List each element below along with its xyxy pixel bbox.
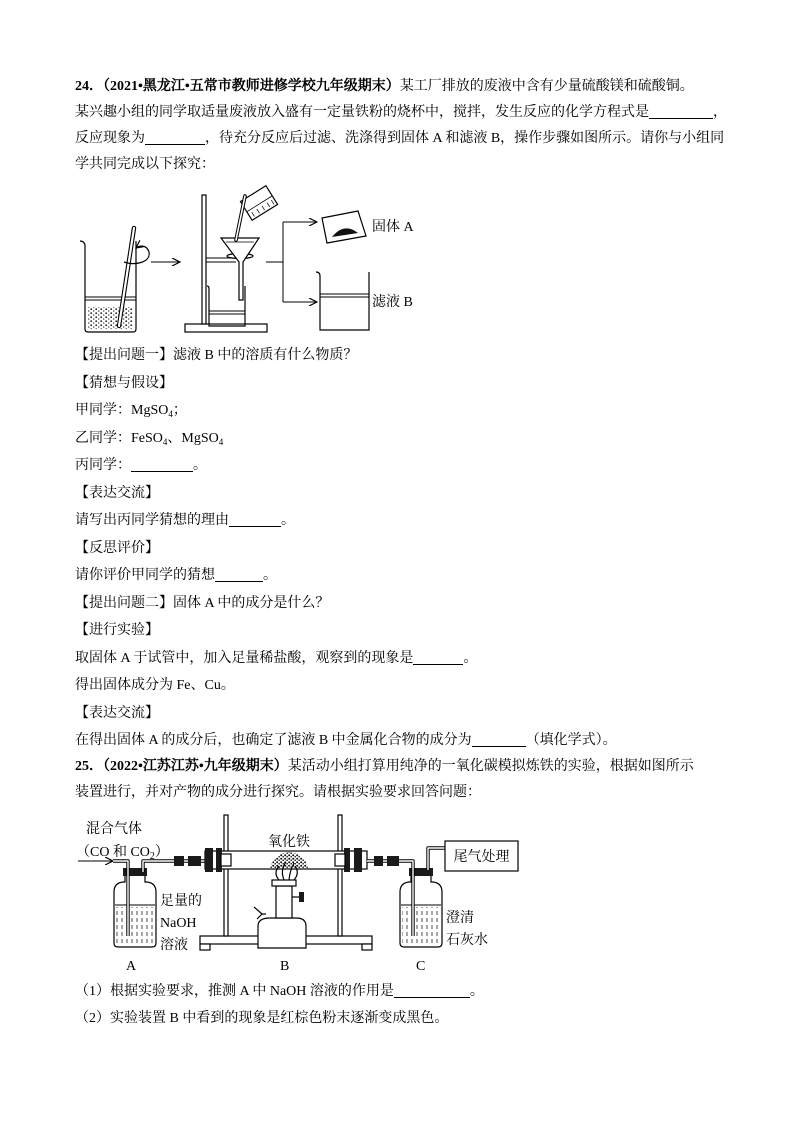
- q25-subquestions: [75, 978, 775, 1032]
- answer-blank: [145, 130, 205, 145]
- yi-speaker: 乙同学：: [75, 430, 131, 446]
- exchange-heading-1: 【表达交流】: [75, 485, 159, 501]
- apparatus-label-b: B: [280, 959, 290, 974]
- reflect-heading: 【反思评价】: [75, 540, 159, 556]
- jia-speaker: 甲同学：: [75, 403, 131, 418]
- q24-source: （2021•黑龙江•五常市教师进修学校九年级期末）: [103, 79, 400, 94]
- exhaust-label: 尾气处理: [453, 850, 510, 865]
- answer-blank: [472, 732, 526, 747]
- q24-stem-2-end: ，: [713, 105, 727, 120]
- alcohol-burner: [254, 862, 306, 948]
- reaction-beaker: [80, 241, 136, 332]
- yi-formula-1: FeSO: [131, 430, 163, 446]
- q25-source: （2022•江苏江苏•九年级期末）: [103, 759, 288, 774]
- answer-blank: [394, 983, 470, 998]
- reflect-text: 请你评价甲同学的猜想: [75, 568, 215, 583]
- q25-sub-1: [75, 978, 775, 1005]
- q24-stem-2: 某兴趣小组的同学取适量废液放入盛有一定量铁粉的烧杯中，搅拌，发生反应的化学方程式是: [75, 105, 649, 120]
- q24-line-1: [75, 74, 775, 100]
- q25-sub-1-end: 。: [469, 984, 484, 999]
- exchange-1-text: 请写出丙同学猜想的理由: [75, 513, 229, 528]
- q25-sub-1-text: （1）根据实验要求，推测 A 中 NaOH 溶液的作用是: [75, 984, 394, 999]
- answer-blank: [649, 104, 713, 119]
- result-bracket: [266, 222, 317, 302]
- answer-blank: [131, 457, 193, 472]
- q24-line-2: [75, 100, 775, 126]
- apparatus-label-c: C: [416, 959, 426, 974]
- answer-blank: [229, 512, 281, 527]
- q24-stem-3-end: ，待充分反应后过滤、洗涤得到固体 A 和滤液 B，操作步骤如图所示。请你与小组同: [205, 131, 725, 146]
- conclusion: 得出固体成分为 Fe、Cu。: [75, 678, 235, 693]
- experiment-heading: 【进行实验】: [75, 623, 159, 638]
- mixed-gas-label: 混合气体: [86, 822, 142, 837]
- reflect-end: 。: [263, 568, 277, 583]
- exchange-2-end: （填化学式）。: [525, 733, 617, 748]
- q24-line-4: [75, 152, 775, 178]
- question-1-heading: 【提出问题一】滤液 B 中的溶质有什么物质？: [75, 348, 358, 363]
- q24-stem-1: 某工厂排放的废液中含有少量硫酸镁和硫酸铜。: [399, 79, 694, 94]
- limewater-label-line-1: 澄清: [446, 911, 474, 926]
- yi-formula-1-sub: 4: [162, 436, 168, 447]
- limewater-label-line-2: 石灰水: [446, 933, 488, 948]
- yi-separator: 、: [167, 430, 182, 446]
- exchange-1-end: 。: [281, 513, 295, 528]
- combustion-tube: [205, 848, 367, 872]
- q25-stem: [75, 754, 775, 806]
- reflect: [75, 562, 775, 590]
- experiment-text: 取固体 A 于试管中，加入足量稀盐酸，观察到的现象是: [75, 650, 414, 666]
- naoh-label-line-1: 足量的: [160, 894, 202, 909]
- q24-stem: [75, 74, 775, 178]
- jia-formula: MgSO: [131, 403, 169, 418]
- exchange-2: [75, 727, 775, 755]
- answer-blank: [215, 567, 263, 582]
- iron-oxide-label: 氧化铁: [268, 835, 310, 850]
- bing-speaker: 丙同学：: [75, 458, 131, 473]
- gas-formula-sub: 2: [149, 851, 155, 862]
- filter-paper-solid: [322, 211, 366, 243]
- bing-end: 。: [193, 458, 207, 473]
- q25-stem-1: 某活动小组打算用纯净的一氧化碳模拟炼铁的实验，根据如图所示: [287, 759, 694, 774]
- pouring-beaker: [240, 186, 277, 221]
- funnel: [221, 238, 259, 300]
- q25-stem-2: 装置进行，并对产物的成分进行探究。请根据实验要求回答问题：: [75, 785, 481, 800]
- exchange-1: [75, 507, 775, 535]
- q24-line-3: [75, 126, 775, 152]
- filtrate-beaker: [316, 272, 369, 330]
- experiment-end: 。: [463, 650, 478, 666]
- filtrate-b-label: 滤液 B: [372, 295, 413, 310]
- q25-line-1: [75, 754, 775, 780]
- q24-number: 24．: [75, 79, 103, 94]
- q25-number: 25．: [75, 759, 103, 774]
- yi-hypothesis: [75, 425, 775, 453]
- limewater-bottle: [367, 848, 445, 947]
- bing-hypothesis: [75, 452, 775, 480]
- gas-formula-open: （CO 和 CO: [76, 845, 150, 860]
- question-2-heading: 【提出问题二】固体 A 中的成分是什么？: [75, 595, 330, 611]
- q25-line-2: [75, 780, 775, 806]
- yi-formula-2-sub: 4: [218, 436, 224, 447]
- experiment: [75, 645, 775, 673]
- exchange-2-text: 在得出固体 A 的成分后，也确定了滤液 B 中金属化合物的成分为: [75, 733, 472, 748]
- answer-blank: [413, 650, 463, 665]
- q24-stem-4: 学共同完成以下探究：: [75, 157, 215, 172]
- jia-end: ；: [172, 403, 187, 418]
- q24-stem-3: 反应现象为: [75, 131, 145, 146]
- jia-formula-sub: 4: [168, 409, 173, 419]
- gas-formula-close: ）: [154, 845, 169, 860]
- jia-hypothesis: [75, 397, 775, 425]
- hypothesis-heading: 【猜想与假设】: [75, 375, 173, 391]
- naoh-label-line-3: 溶液: [160, 938, 188, 953]
- q25-sub-2: （2）实验装置 B 中看到的现象是红棕色粉末逐渐变成黑色。: [75, 1011, 449, 1026]
- exchange-heading-2: 【表达交流】: [75, 705, 159, 721]
- yi-formula-2: MgSO: [181, 430, 219, 446]
- q24-body: [75, 342, 775, 755]
- solid-a-label: 固体 A: [372, 220, 414, 235]
- naoh-label-line-2: NaOH: [160, 916, 197, 931]
- filtration-diagram: [0, 178, 794, 342]
- apparatus-label-a: A: [126, 959, 137, 974]
- smelting-apparatus-diagram: [0, 806, 794, 978]
- iron-powder: [88, 307, 133, 329]
